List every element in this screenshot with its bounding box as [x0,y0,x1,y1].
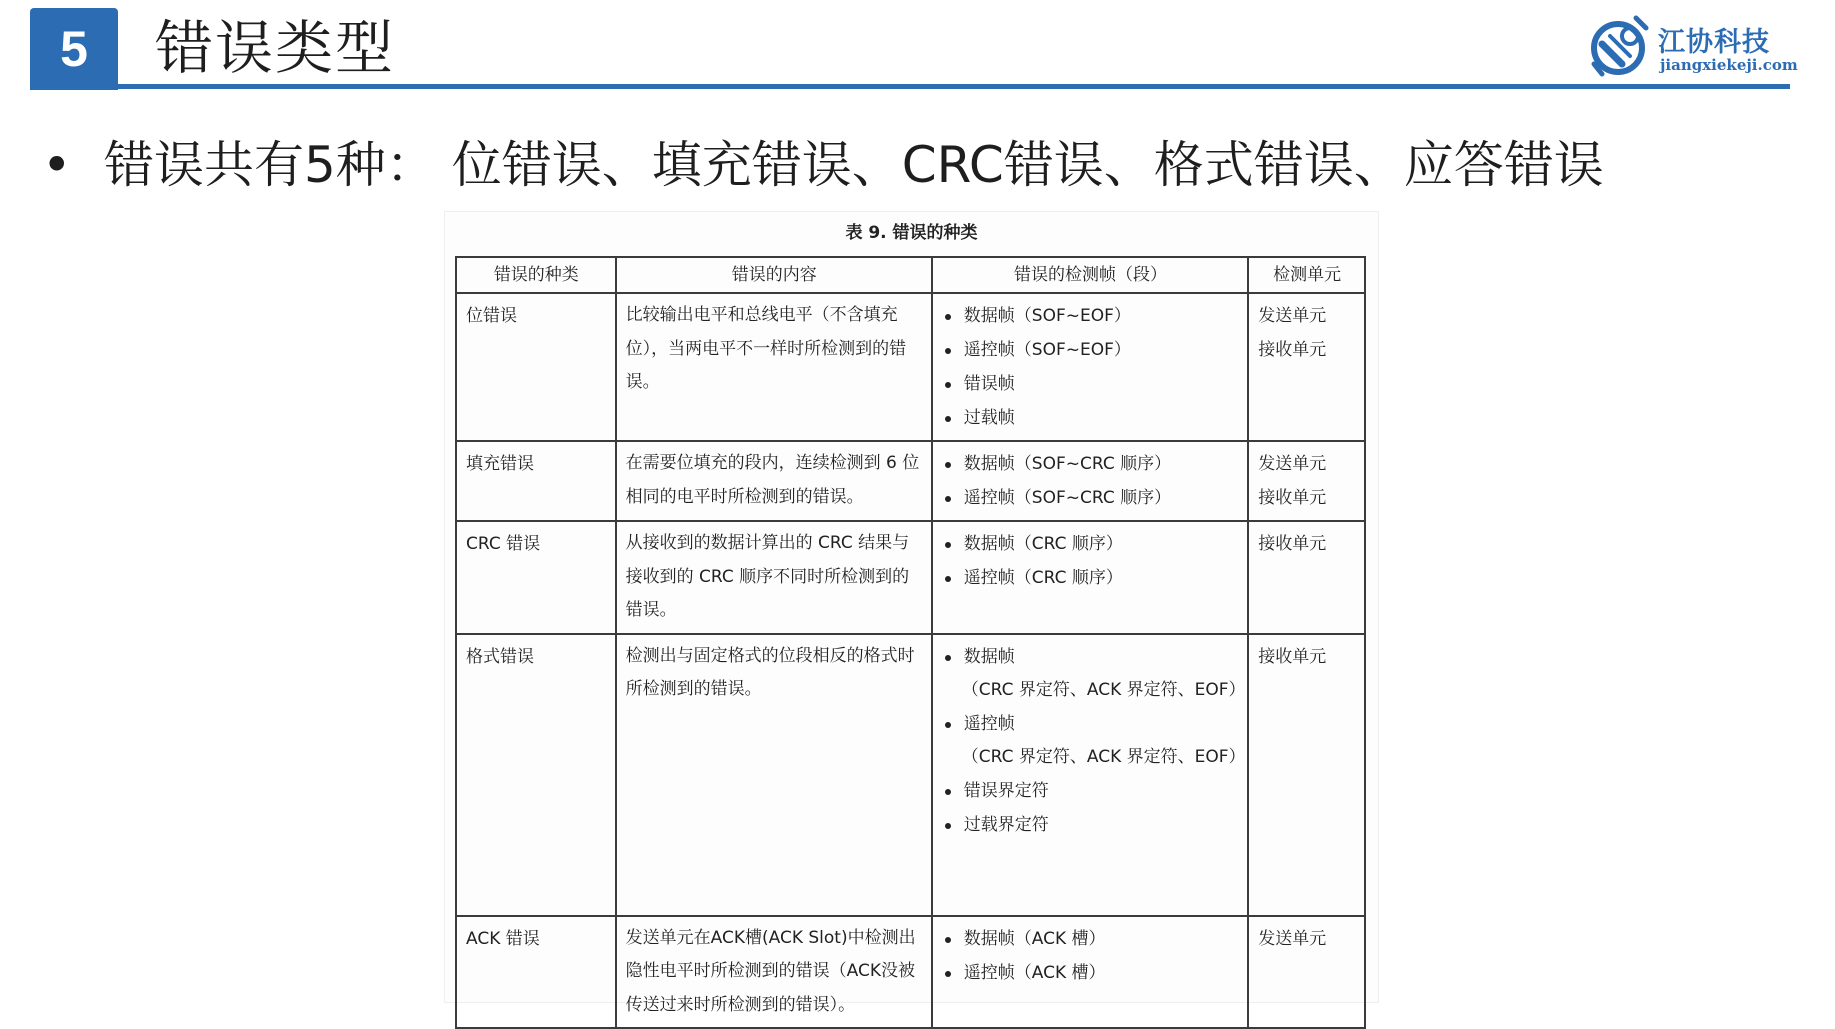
list-item: 数据帧（ACK 槽） [964,922,1239,956]
frame-detail: （CRC 界定符、ACK 界定符、EOF） [961,679,1246,700]
error-table-figure [444,211,1379,1015]
detection-frames-cell [932,441,1248,521]
error-type-cell: 格式错误 [456,634,616,916]
frame-label: 遥控帧 [963,713,1015,734]
header-divider [30,84,1790,89]
summary-text: 错误共有5种： 位错误、填充错误、CRC错误、格式错误、应答错误 [104,136,1604,194]
unit-label: 接收单元 [1258,488,1327,508]
column-header: 错误的检测帧（段） [932,257,1248,293]
table-row [456,293,1365,441]
error-type-cell: 填充错误 [456,441,616,521]
column-header: 检测单元 [1248,257,1365,293]
slide-header [0,0,1835,95]
unit-label: 发送单元 [1258,928,1327,949]
brand-url: jiangxiekeji.com [1660,56,1798,74]
table-header-row [456,257,1365,293]
unit-label: 接收单元 [1258,534,1327,554]
list-item: 遥控帧（CRC 顺序） [964,561,1239,595]
detection-unit-cell [1248,293,1365,441]
bullet-dot-icon: • [42,136,72,194]
error-content-cell: 比较输出电平和总线电平（不含填充位），当两电平不一样时所检测到的错误。 [616,293,932,441]
detection-frames-cell [932,521,1248,634]
error-content-cell: 检测出与固定格式的位段相反的格式时所检测到的错误。 [616,634,932,916]
list-item: 数据帧（SOF~CRC 顺序） [964,447,1239,481]
error-type-cell: ACK 错误 [456,916,616,1029]
detection-frames-cell [932,634,1248,916]
detection-frames-cell [932,916,1248,1029]
slide-title: 错误类型 [155,14,396,82]
unit-label: 接收单元 [1258,340,1327,360]
table-row [456,634,1365,916]
frame-label: 数据帧 [963,646,1015,667]
list-item: 数据帧（SOF~EOF） [964,299,1239,333]
list-item [961,640,1246,707]
error-type-cell: 位错误 [456,293,616,441]
detection-unit-cell [1248,521,1365,634]
column-header: 错误的内容 [616,257,932,293]
error-content-cell: 发送单元在ACK槽(ACK Slot)中检测出隐性电平时所检测到的错误（ACK没被传送过来时所检测到的错误）。 [616,916,932,1029]
unit-label: 发送单元 [1258,306,1327,326]
table-caption: 表 9. 错误的种类 [845,223,978,243]
column-header: 错误的种类 [456,257,616,293]
list-item: 过载帧 [964,401,1239,435]
list-item [961,707,1246,774]
table-row [456,916,1365,1029]
list-item: 数据帧（CRC 顺序） [964,527,1239,561]
brand-name: 江协科技 [1658,27,1770,58]
list-item: 错误帧 [964,367,1239,401]
brand-logo [1588,10,1798,80]
frame-detail: （CRC 界定符、ACK 界定符、EOF） [961,746,1246,767]
detection-frames-cell [932,293,1248,441]
summary-bullet [42,125,1604,205]
list-item: 遥控帧（SOF~CRC 顺序） [964,481,1239,515]
table-row [456,521,1365,634]
error-types-table [455,256,1366,1029]
section-number-badge: 5 [30,8,118,90]
list-item: 遥控帧（SOF~EOF） [964,333,1239,367]
error-content-cell: 在需要位填充的段内，连续检测到 6 位相同的电平时所检测到的错误。 [616,441,932,521]
list-item: 过载界定符 [964,808,1239,842]
list-item: 错误界定符 [964,774,1239,808]
unit-label: 发送单元 [1258,454,1327,474]
detection-unit-cell [1248,634,1365,916]
jiangxie-logo-icon [1588,14,1652,78]
table-row [456,441,1365,521]
detection-unit-cell [1248,441,1365,521]
detection-unit-cell [1248,916,1365,1029]
list-item: 遥控帧（ACK 槽） [964,956,1239,990]
unit-label: 接收单元 [1258,646,1327,667]
error-content-cell: 从接收到的数据计算出的 CRC 结果与接收到的 CRC 顺序不同时所检测到的错误。 [616,521,932,634]
error-type-cell: CRC 错误 [456,521,616,634]
